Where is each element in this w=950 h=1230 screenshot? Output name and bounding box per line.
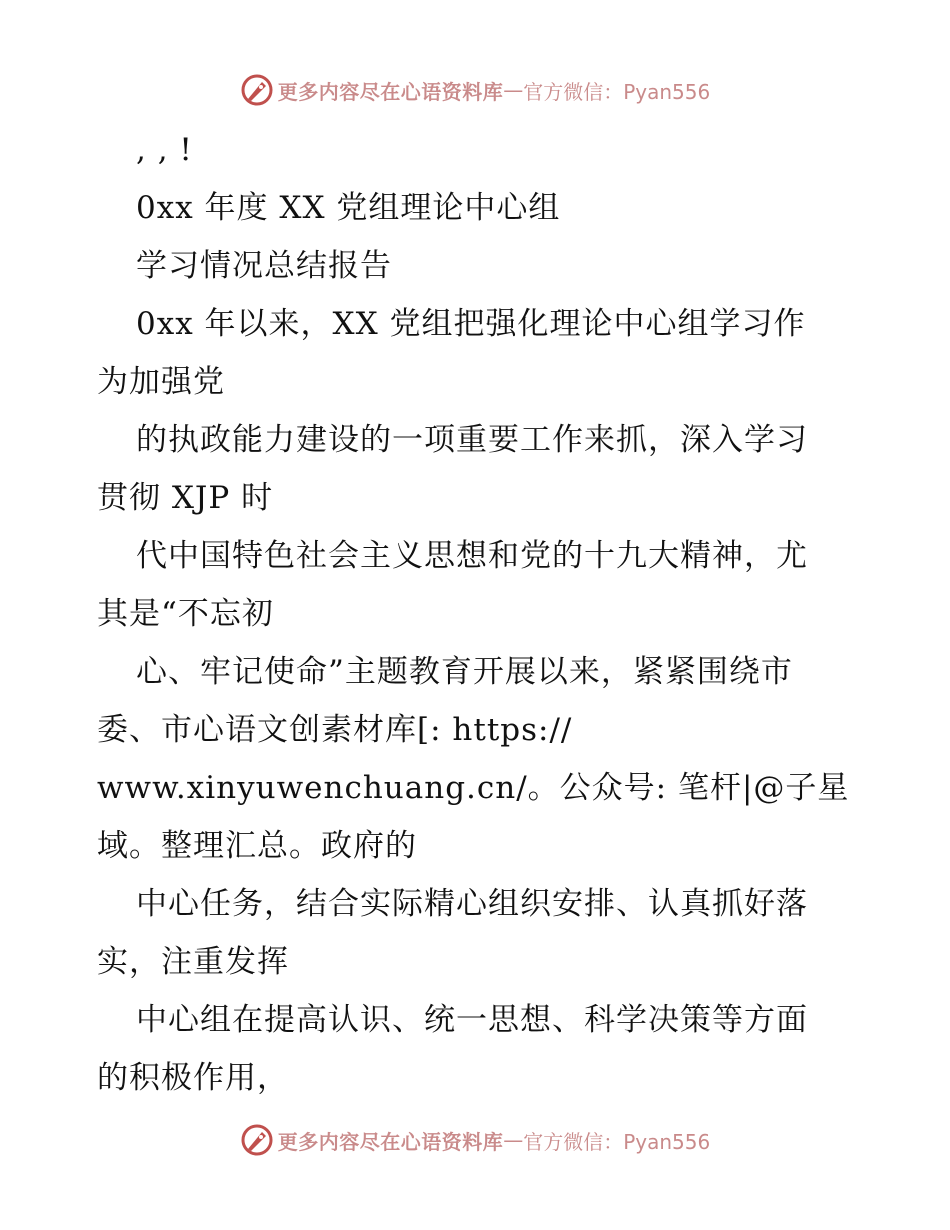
- text-line: 为加强党: [97, 364, 225, 400]
- text-line: 的积极作用，: [97, 1060, 289, 1096]
- pen-nib-logo-icon: [240, 1123, 274, 1157]
- document-title-line-1: 0xx 年度 XX 党组理论中心组: [136, 190, 561, 226]
- header-watermark-banner: [0, 68, 950, 112]
- document-title-line-2: 学习情况总结报告: [136, 248, 392, 284]
- text-line: 委、市心语文创素材库[: https://: [97, 712, 573, 748]
- footer-watermark-banner: [0, 1118, 950, 1162]
- watermark-dash: —: [503, 1128, 524, 1152]
- watermark-account-text: 官方微信：Pyan556: [523, 79, 711, 104]
- text-line: 的执政能力建设的一项重要工作来抓，深入学习: [136, 422, 808, 458]
- text-line: www.xinyuwenchuang.cn/。公众号: 笔杆|@子星: [97, 770, 850, 806]
- text-line: 域。整理汇总。政府的: [97, 828, 417, 864]
- text-line: 代中国特色社会主义思想和党的十九大精神，尤: [136, 538, 808, 574]
- text-line: 中心任务，结合实际精心组织安排、认真抓好落: [136, 886, 808, 922]
- text-line: , , !: [136, 132, 193, 168]
- watermark-brand-text: 更多内容尽在心语资料库: [277, 1129, 504, 1154]
- document-body: [97, 121, 877, 1107]
- text-line: 心、牢记使命”主题教育开展以来，紧紧围绕市: [136, 654, 793, 690]
- watermark-brand-text: 更多内容尽在心语资料库: [277, 79, 504, 104]
- text-line: 0xx 年以来，XX 党组把强化理论中心组学习作: [136, 306, 806, 342]
- text-line: 其是“不忘初: [97, 596, 274, 632]
- text-line: 实，注重发挥: [97, 944, 289, 980]
- watermark-dash: —: [503, 78, 524, 102]
- pen-nib-logo-icon: [240, 73, 274, 107]
- text-line: 中心组在提高认识、统一思想、科学决策等方面: [136, 1002, 808, 1038]
- text-line: 贯彻 XJP 时: [97, 480, 274, 516]
- watermark-account-text: 官方微信：Pyan556: [523, 1129, 711, 1154]
